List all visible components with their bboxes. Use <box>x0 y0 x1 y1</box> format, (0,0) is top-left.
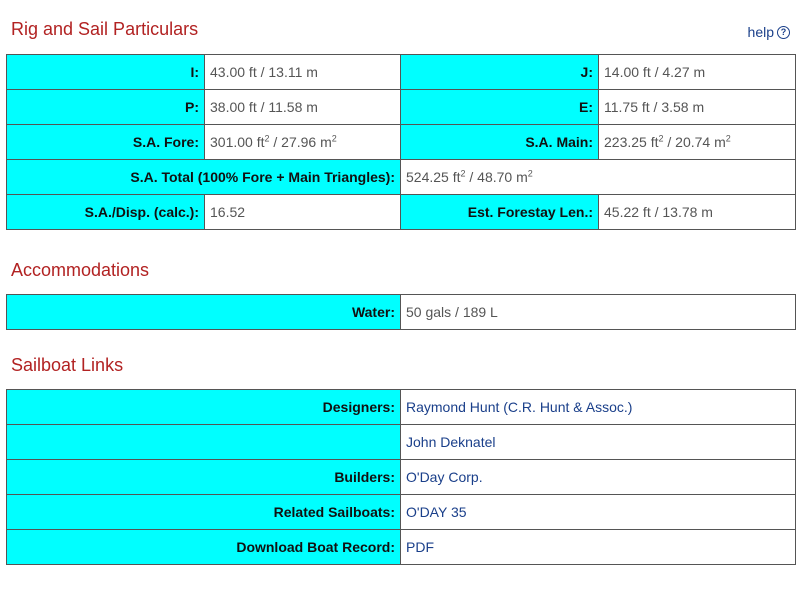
builder-link-oday[interactable]: O'Day Corp. <box>406 469 483 485</box>
table-row <box>7 160 796 195</box>
table-row <box>7 125 796 160</box>
help-label: help <box>747 24 774 40</box>
download-pdf-link[interactable]: PDF <box>406 539 434 555</box>
table-row <box>7 495 796 530</box>
accommodations-table <box>6 294 796 330</box>
sa-main-label: S.A. Main: <box>401 125 599 160</box>
links-table <box>6 389 796 565</box>
sa-fore-label: S.A. Fore: <box>7 125 205 160</box>
water-label: Water: <box>7 295 401 330</box>
sa-fore-value: 301.00 $ft^2 / 27.96$ $m^2$ <box>205 125 401 160</box>
table-row <box>7 195 796 230</box>
sa-disp-value: 16.52 <box>205 195 401 230</box>
i-value: 43.00 ft / 13.11 m <box>205 55 401 90</box>
sa-main-value: 223.25 $ft^2 / 20.74$ $m^2$ <box>599 125 796 160</box>
p-value: 38.00 ft / 11.58 m <box>205 90 401 125</box>
links-section-title: Sailboat Links <box>11 355 124 375</box>
designers-label-empty <box>7 425 401 460</box>
sa-total-label: S.A. Total (100% Fore + Main Triangles): <box>7 160 401 195</box>
j-value: 14.00 ft / 4.27 m <box>599 55 796 90</box>
i-label: I: <box>7 55 205 90</box>
table-row <box>7 295 796 330</box>
download-record-label: Download Boat Record: <box>7 530 401 565</box>
water-value: 50 gals / 189 L <box>401 295 796 330</box>
table-row <box>7 90 796 125</box>
table-row <box>7 530 796 565</box>
e-label: E: <box>401 90 599 125</box>
rig-section-title: Rig and Sail Particulars <box>11 19 199 39</box>
builders-label: Builders: <box>7 460 401 495</box>
accommodations-section-title: Accommodations <box>11 260 150 280</box>
p-label: P: <box>7 90 205 125</box>
forestay-label: Est. Forestay Len.: <box>401 195 599 230</box>
related-sailboat-link-oday-35[interactable]: O'DAY 35 <box>406 504 467 520</box>
designers-label: Designers: <box>7 390 401 425</box>
designer-link-john-deknatel[interactable]: John Deknatel <box>406 434 496 450</box>
table-row <box>7 390 796 425</box>
j-label: J: <box>401 55 599 90</box>
related-sailboats-label: Related Sailboats: <box>7 495 401 530</box>
table-row <box>7 425 796 460</box>
table-row <box>7 55 796 90</box>
help-icon: ? <box>777 26 790 39</box>
table-row <box>7 460 796 495</box>
e-value: 11.75 ft / 3.58 m <box>599 90 796 125</box>
rig-table <box>6 54 796 230</box>
help-link[interactable] <box>748 24 790 40</box>
sa-total-value: 524.25 $ft^2 / 48.70$ $m^2$ <box>401 160 796 195</box>
sa-disp-label: S.A./Disp. (calc.): <box>7 195 205 230</box>
designer-link-raymond-hunt[interactable]: Raymond Hunt (C.R. Hunt & Assoc.) <box>406 399 633 415</box>
forestay-value: 45.22 ft / 13.78 m <box>599 195 796 230</box>
